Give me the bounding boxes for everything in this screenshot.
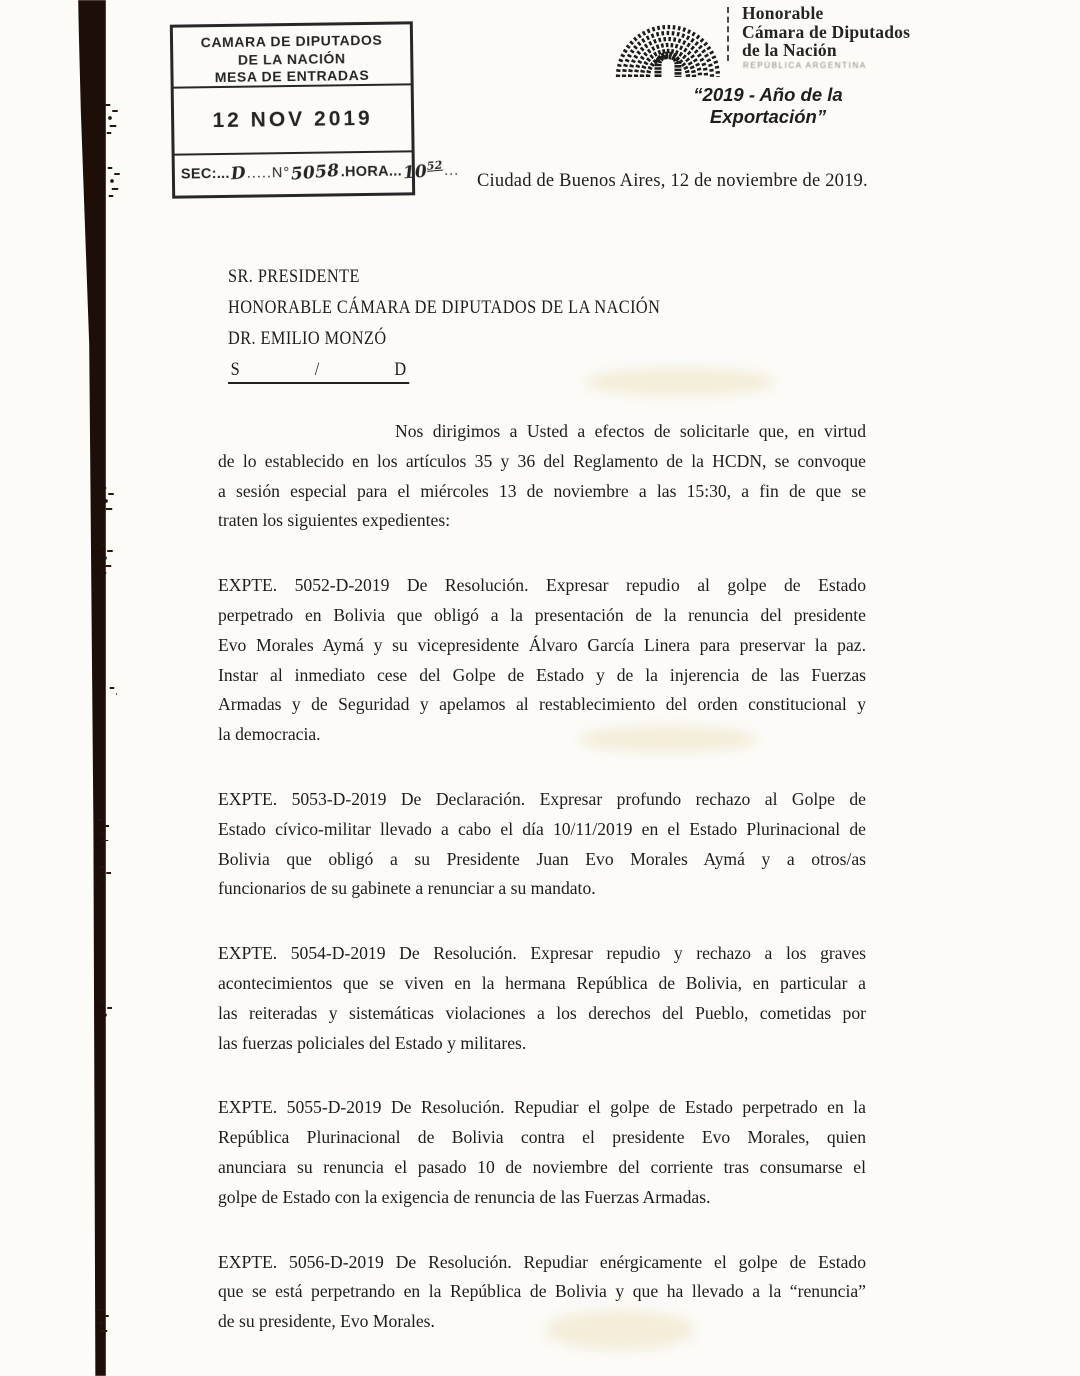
stamp-line: MESA DE ENTRADAS [214, 66, 370, 86]
expte-paragraph [218, 1248, 866, 1337]
number-handwritten-value: 5058 [290, 160, 341, 185]
stamp-date: 12 NOV 2019 [174, 83, 412, 153]
text-line: Armadas y de Seguridad y apelamos al restablecimiento del orden constitucional y [218, 694, 866, 715]
text-line: de su presidente, Evo Morales. [218, 1311, 435, 1332]
sec-label: SEC:... [180, 165, 230, 183]
scan-smudge [107, 683, 117, 697]
year-slogan: “2019 - Año de la Exportación” [693, 84, 843, 127]
text-line: EXPTE. 5052-D-2019 De Resolución. Expresar repudio al golpe de Estado [218, 575, 866, 596]
scan-smudge [97, 862, 111, 886]
scan-edge-artifact [78, 0, 106, 1376]
expte-paragraph [218, 571, 866, 750]
sd-slash: / [314, 360, 320, 380]
text-line: las fuerzas policiales del Estado y militares. [218, 1032, 527, 1053]
sec-handwritten-value: D [229, 162, 247, 184]
text-line: golpe de Estado con la exigencia de renuncia de las Fuerzas Armadas. [218, 1186, 711, 1207]
s-slash-d-line [228, 358, 409, 384]
expte-paragraph [218, 1093, 866, 1212]
scan-smudge [95, 815, 109, 841]
text-line: EXPTE. 5055-D-2019 De Resolución. Repudiar el golpe de Estado perpetrado en la [218, 1097, 866, 1118]
logo-line: de la Nación [742, 40, 837, 60]
mesa-de-entradas-stamp [170, 21, 460, 198]
text-line: República Plurinacional de Bolivia contra el presidente Evo Morales, quien [218, 1127, 866, 1148]
hora-label: .HORA... [340, 162, 403, 180]
scan-smudge [94, 1305, 110, 1337]
scan-smudge [99, 483, 115, 513]
recipient-line: DR. EMILIO MONZÓ [228, 329, 387, 349]
hcdn-logo-arch-icon [612, 2, 724, 83]
text-line: de lo establecido en los artículos 35 y 36 del Reglamento de la HCDN, se convoque [218, 450, 866, 471]
stamp-line: DE LA NACIÓN [237, 49, 346, 68]
text-line: Instar al inmediato cese del Golpe de Estado y de la injerencia de las Fuerzas [218, 664, 866, 685]
stamp-line: CAMARA DE DIPUTADOS [200, 31, 383, 51]
text-line: anunciara su renuncia el pasado 10 de noviembre del corriente tras consumarse el [218, 1156, 866, 1177]
stamp-sec-line [175, 150, 460, 192]
text-line: Bolivia que obligó a su Presidente Juan Evo Morales Aymá y a otros/as [218, 848, 866, 869]
text-line: EXPTE. 5053-D-2019 De Declaración. Expresar profundo rechazo al Golpe de [218, 788, 866, 809]
text-line: funcionarios de su gabinete a renunciar a su mandato. [218, 878, 596, 899]
stamp-header [173, 24, 411, 86]
logo-line: Honorable [742, 3, 824, 23]
text-line: Evo Morales Aymá y su vicepresidente Álvaro García Linera para preservar la paz. [218, 634, 866, 655]
logo-subtext: REPÚBLICA ARGENTINA [743, 61, 867, 70]
expte-paragraph [218, 939, 866, 1058]
text-line: a sesión especial para el miércoles 13 de noviembre a las 15:30, a fin de que se [218, 480, 866, 501]
city-date-line: Ciudad de Buenos Aires, 12 de noviembre de 2019. [477, 171, 868, 191]
text-line: EXPTE. 5054-D-2019 De Resolución. Expresar repudio y rechazo a los graves [218, 943, 866, 964]
text-line: perpetrado en Bolivia que obligó a la presentación de la renuncia del presidente [218, 604, 866, 625]
scan-smudge [98, 540, 116, 587]
intro-paragraph [218, 417, 866, 536]
recipient-line: SR. PRESIDENTE [228, 267, 360, 287]
scan-smudge [105, 163, 125, 210]
text-line: que se está perpetrando en la República de Bolivia y que ha llevado a la “renuncia” [218, 1281, 866, 1302]
text-line: las reiteradas y sistemáticas violaciones a los derechos del Pueblo, cometidas por [218, 1002, 866, 1023]
text-line: Estado cívico-militar llevado a cabo el día 10/11/2019 en el Estado Plurinacional de [218, 818, 866, 839]
letter-body [218, 417, 866, 1337]
sd-s: S [230, 360, 241, 380]
text-line: EXPTE. 5056-D-2019 De Resolución. Repudiar enérgicamente el golpe de Estado [218, 1251, 866, 1272]
text-line: acontecimientos que se viven en la hermana República de Bolivia, en particular a [218, 972, 866, 993]
dots: .....N° [246, 164, 291, 182]
text-line: la democracia. [218, 724, 321, 745]
scan-smudge [98, 997, 112, 1017]
logo-line: Cámara de Diputados [742, 21, 911, 42]
logo-wordmark [742, 4, 910, 60]
sd-d: D [394, 360, 407, 380]
text-line: traten los siguientes expedientes: [218, 510, 451, 531]
recipient-block [228, 262, 660, 384]
expte-paragraph [218, 785, 866, 904]
text-line: Nos dirigimos a Usted a efectos de solicitarle que, en virtud [395, 421, 866, 441]
dots: ... [443, 162, 460, 179]
logo-divider [727, 7, 729, 61]
recipient-line: HONORABLE CÁMARA DE DIPUTADOS DE LA NACIÓN [228, 298, 661, 318]
scan-smudge [103, 100, 121, 150]
hora-handwritten-value: $10^{52}$ [402, 158, 444, 184]
